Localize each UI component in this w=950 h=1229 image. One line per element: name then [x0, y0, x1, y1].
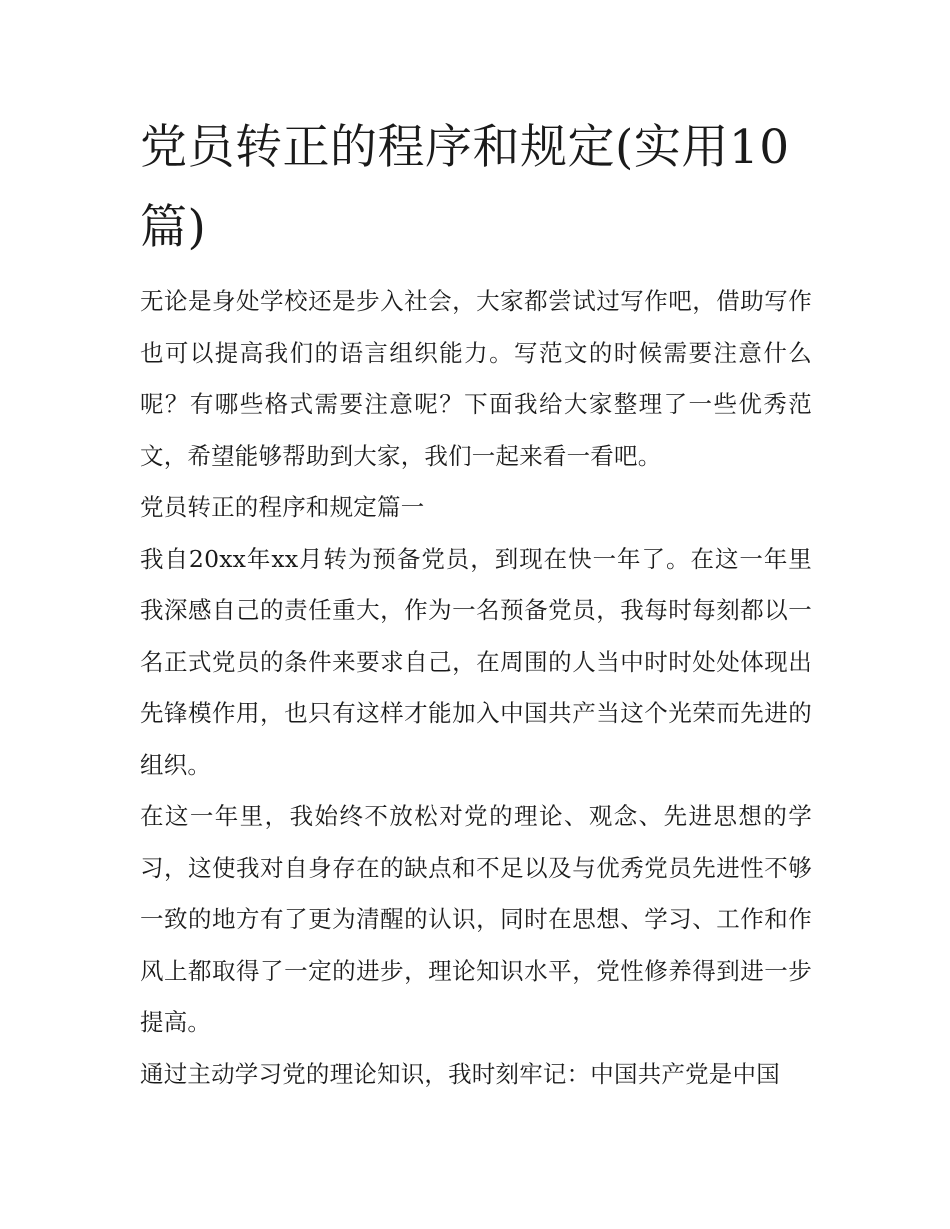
body-paragraph: 通过主动学习党的理论知识，我时刻牢记：中国共产党是中国 — [140, 1059, 780, 1088]
body-paragraph: 在这一年里，我始终不放松对党的理论、观念、先进思想的学习，这使我对自身存在的缺点和不足以及与优秀党员先进性不够一致的地方有了更为清醒的认识，同时在思想、学习、工作和作风上都取得了一定的进步，理论知识水平，党性修养得到进一步提高。 — [140, 802, 812, 1036]
body-paragraph: 我自20xx年xx月转为预备党员，到现在快一年了。在这一年里我深感自己的责任重大，作为一名预备党员，我每时每刻都以一名正式党员的条件来要求自己，在周围的人当中时时处处体现出先锋模作用，也只有这样才能加入中国共产当这个光荣而先进的组织。 — [140, 544, 812, 779]
document-title: 党员转正的程序和规定(实用10篇) — [140, 120, 790, 255]
intro-paragraph: 无论是身处学校还是步入社会，大家都尝试过写作吧，借助写作也可以提高我们的语言组织能力。写范文的时候需要注意什么呢？有哪些格式需要注意呢？下面我给大家整理了一些优秀范文，希望能够帮助到大家，我们一起来看一看吧。 — [140, 287, 812, 470]
section-heading: 党员转正的程序和规定篇一 — [140, 493, 425, 521]
document-page — [140, 108, 812, 1100]
